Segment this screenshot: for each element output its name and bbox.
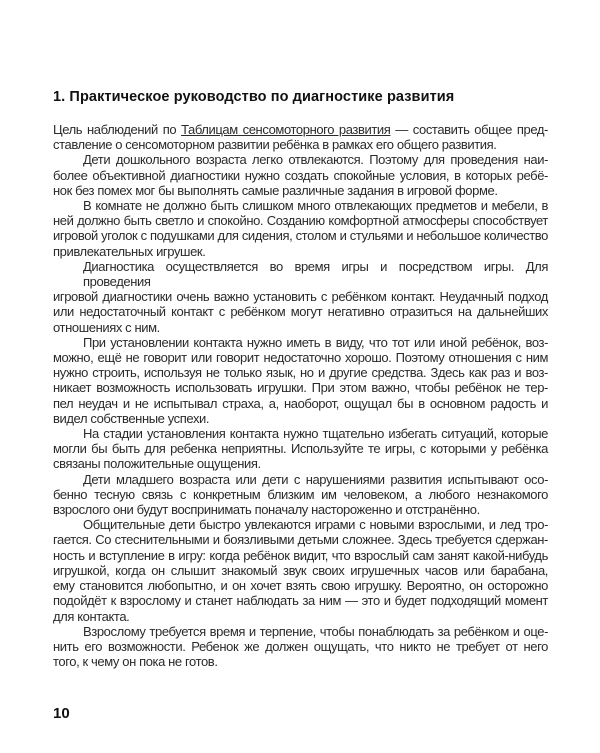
- text-line: связаны положительные ощущения.: [53, 456, 261, 472]
- text-line: игрушкой, когда он слышит знакомый звук своих игрушечных часов или барабана,: [53, 562, 548, 578]
- text-lines: [53, 137, 548, 669]
- text-line: для контакта.: [53, 608, 130, 624]
- text-line: привлекательных игрушек.: [53, 243, 206, 259]
- text-line: игровой диагностики очень важно установить с ребёнком контакт. Неудачный подход: [53, 289, 548, 305]
- text-line: ней должно быть светло и спокойно. Созданию комфортной атмосферы способствует: [53, 213, 548, 229]
- text-line: ставление о сенсомоторном развитии ребёнка в рамках его общего развития.: [53, 137, 497, 153]
- text-line: В комнате не должно быть слишком много отвлекающих предметов и мебели, в: [83, 198, 548, 214]
- text-line: [53, 122, 548, 137]
- text-line: игровой уголок с подушками для сидения, столом и стульями и небольшое количество: [53, 228, 548, 244]
- text-line: могли бы быть для ребенка неприятны. Используйте те игры, с которыми у ребёнка: [53, 441, 548, 457]
- page-number: 10: [53, 705, 70, 723]
- text-line: нок без помех мог бы выполнять самые различные задания в игровой форме.: [53, 182, 498, 198]
- text-line: гается. Со стеснительными и боязливыми детьми сложнее. Здесь требуется сдержан-: [53, 532, 548, 548]
- text-line: Общительные дети быстро увлекаются играми с новыми взрослыми, и лед тро-: [83, 517, 548, 533]
- text-line: При установлении контакта нужно иметь в виду, что тот или иной ребёнок, воз-: [83, 334, 548, 350]
- text-fragment: — составить общее пред-: [390, 122, 548, 137]
- text-line: На стадии установления контакта нужно тщательно избегать ситуаций, которые: [83, 426, 548, 442]
- text-line: никает возможность использовать игрушки. При этом важно, чтобы ребёнок не тер-: [53, 380, 548, 396]
- text-line: более объективной диагностики нужно создать спокойные условия, в которых ребё-: [53, 167, 548, 183]
- tables-link[interactable]: Таблицам сенсомоторного развития: [181, 122, 391, 137]
- text-line: видел собственные успехи.: [53, 410, 210, 426]
- text-line: можно, ещё не говорит или говорит недостаточно хорошо. Поэтому отношения с ним: [53, 350, 548, 366]
- text-line: пел неудач и не испытывал страха, а, наоборот, ощущал бы в основном радость и: [53, 395, 548, 411]
- text-line: Диагностика осуществляется во время игры и посредством игры. Для проведения: [83, 258, 548, 290]
- section-heading: 1. Практическое руководство по диагностике развития: [53, 89, 455, 105]
- text-line: подойдёт к взрослому и станет наблюдать за ним — это и будет подходящий момент: [53, 593, 548, 609]
- text-line: нужно строить, используя не только язык, но и другие средства. Здесь как раз и воз-: [53, 365, 548, 381]
- text-line: бенно тесную связь с конкретным близким им человеком, а любого незнакомого: [53, 486, 548, 502]
- text-line: Взрослому требуется время и терпение, чтобы понаблюдать за ребёнком и оце-: [83, 623, 548, 639]
- text-line: отношениях с ним.: [53, 319, 160, 335]
- text-line: или недостаточный контакт с ребёнком могут негативно отразиться на дальнейших: [53, 304, 548, 320]
- text-line: взрослого они будут воспринимать поначалу настороженно и отстранённо.: [53, 502, 480, 518]
- text-line: ность и вступление в игру: когда ребёнок видит, что взрослый сам занят какой-нибудь: [53, 547, 548, 563]
- text-line: того, к чему он пока не готов.: [53, 654, 218, 670]
- text-line: Дети младшего возраста или дети с нарушениями развития испытывают осо-: [83, 471, 548, 487]
- text-line: ему становится любопытно, и он хочет взять свою игрушку. Вероятно, он осторожно: [53, 578, 548, 594]
- text-line: нить его возможности. Ребенок же должен ощущать, что никто не требует от него: [53, 638, 548, 654]
- text-line: Дети дошкольного возраста легко отвлекаются. Поэтому для проведения наи-: [83, 152, 548, 168]
- body-text: [53, 122, 548, 669]
- text-fragment: Цель наблюдений по: [53, 122, 182, 137]
